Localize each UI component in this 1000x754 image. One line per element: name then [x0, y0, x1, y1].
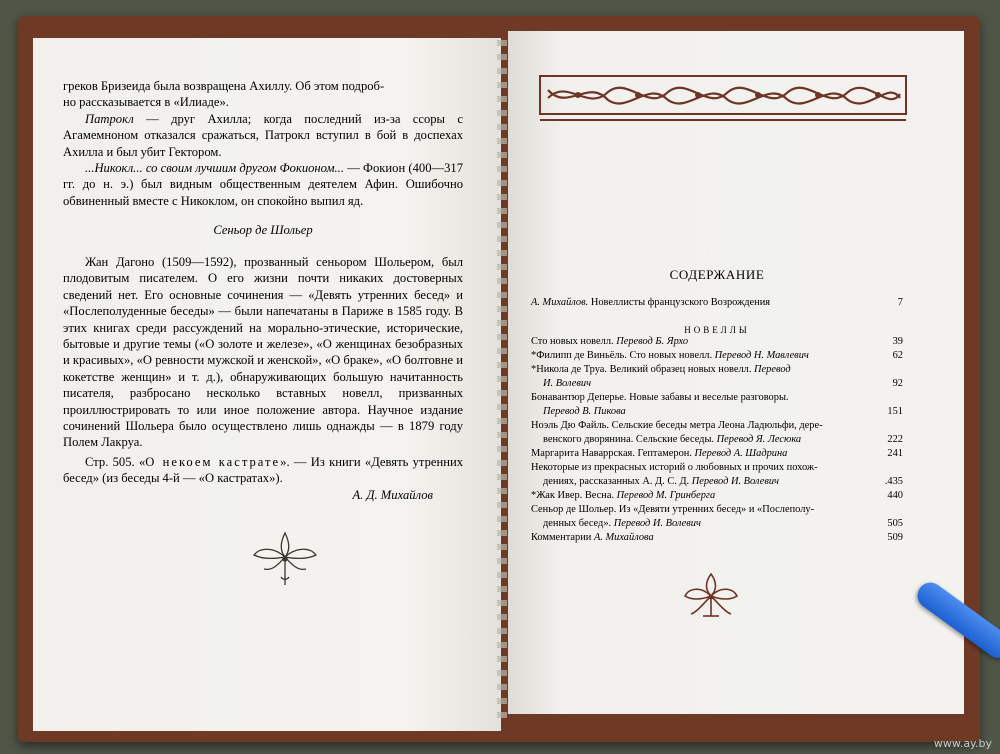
toc-entry-text: денных бесед».: [543, 518, 612, 529]
toc-page-number: 505: [887, 518, 903, 529]
toc-entry-translator: А. Михайлова: [591, 532, 654, 543]
signature-block: [63, 487, 463, 503]
toc-page-number: 39: [892, 336, 903, 347]
toc-entry-text: Сеньор де Шольер. Из «Девяти утренних бесед» и «Послеполу-: [531, 504, 815, 515]
author-bio: [63, 254, 463, 451]
toc-entry: [531, 377, 903, 391]
toc-page-number: 7: [897, 297, 903, 308]
section-title: Сеньор де Шольер: [213, 223, 313, 237]
toc-entry-translator: Перевод М. Гринберга: [614, 490, 716, 501]
toc-intro-author: А. Михайлов.: [531, 297, 589, 308]
toc-entry: [531, 475, 903, 489]
toc-entry-text: дениях, рассказанных А. Д. С. Д.: [543, 476, 690, 487]
toc-entry-text: венского дворянина. Сельские беседы.: [543, 434, 715, 445]
toc-page-number: 151: [887, 406, 903, 417]
bio-paragraph: Жан Дагоно (1509—1592), прозванный сеньором Шольером, был плодовитым писателем. О его жизни почти никаких достоверных сведений нет. Его основные сочинения — «Девять утренних бесед» и «Послеполуденные беседы» — были напечатаны в Париже в 1585 году. В этих книгах среди рассуждений на морально-этические, исторические, бытовые и другие темы («О золоте и железе», «О женщинах безобразных и красивых», «О ревности мужской и женской», «О браке», «О болтовне и кокетстве женщин» и т. д.), обнаруживающих большую начитанность писателя, разбросано несколько вставных новелл, призванных проиллюстрировать то или иное положение автора. Научное издание сочинений Шольера было осуществлено лишь однажды — в 1879 году Полем Лакруа.: [63, 255, 463, 450]
toc-title: СОДЕРЖАНИЕ: [669, 267, 765, 282]
floral-ornament-icon: [683, 570, 739, 620]
note-term: ...Никокл... со своим лучшим другом Фокионом...: [85, 161, 344, 175]
decorative-border-icon: [538, 72, 908, 126]
left-page-opening-lines: [63, 78, 463, 111]
book-spine-stitching: [497, 40, 507, 720]
toc-entry-translator: Перевод А. Шадрина: [691, 448, 788, 459]
toc-entry: [531, 489, 903, 503]
note-suffix: ». — Из книги «Девять утренних бесед» (из беседы 4-й — «О кастратах»).: [63, 455, 463, 486]
toc-entry-text: Ноэль Дю Файль. Сельские беседы метра Леона Ладюльфи, дере-: [531, 420, 823, 431]
note-patrokl: [63, 111, 463, 160]
toc-entry-text: Некоторые из прекрасных историй о любовных и прочих похож-: [531, 462, 818, 473]
toc-entry: [531, 531, 903, 545]
toc-entry-text: *Никола де Труа. Великий образец новых новелл.: [531, 364, 752, 375]
toc-entry-translator: Перевод Я. Лесюка: [714, 434, 802, 445]
toc-entry-translator: Перевод И. Волевич: [611, 518, 701, 529]
section-heading: [63, 222, 463, 238]
toc-entry-text: Бонавантюр Деперье. Новые забавы и веселые разговоры.: [531, 392, 789, 403]
toc-entry: [531, 349, 903, 363]
note-prefix: Стр. 505. «: [85, 455, 146, 469]
toc-page-number: 241: [887, 448, 903, 459]
toc-entry-text: *Жак Ивер. Весна.: [531, 490, 615, 501]
text-line: но рассказывается в «Илиаде».: [63, 95, 229, 110]
note-term: Патрокл: [85, 112, 134, 126]
toc-entry-text: Маргарита Наваррская. Гептамерон.: [531, 448, 692, 459]
toc-entry: [531, 461, 903, 475]
text-line: греков Бризеида была возвращена Ахиллу. Об этом подроб-: [63, 79, 385, 93]
note-text: — друг Ахилла; когда последний из-за ссоры с Агамемноном отказался сражаться, Патрокл вступил в бой в доспехах Ахилла и был убит Гектором.: [63, 112, 463, 159]
toc-page-number: 62: [892, 350, 903, 361]
toc-entry-text: *Филипп де Виньёль. Сто новых новелл.: [531, 350, 713, 361]
toc-entry-translator: Перевод В. Пикова: [543, 406, 626, 417]
toc-entry: [531, 433, 903, 447]
note-nikokl: [63, 160, 463, 209]
toc-page-number: .435: [884, 476, 903, 487]
signature: А. Д. Михайлов: [352, 488, 433, 502]
note-spaced-title: О некоем кастрате: [145, 455, 281, 469]
toc-entry-translator: Перевод: [751, 364, 791, 375]
toc-entry: [531, 363, 903, 377]
page-note: [63, 454, 463, 487]
toc-entry-translator: Перевод И. Волевич: [689, 476, 779, 487]
toc-entry: [531, 419, 903, 433]
toc-entry: [531, 517, 903, 531]
toc-page-number: 92: [892, 378, 903, 389]
toc-entry-translator: И. Волевич: [543, 378, 592, 389]
toc-entry: [531, 335, 903, 349]
toc-page-number: 509: [887, 532, 903, 543]
toc-entry-translator: Перевод Н. Мавлевич: [712, 350, 809, 361]
toc-entry-translator: Перевод Б. Ярхо: [613, 336, 689, 347]
toc-entry: [531, 447, 903, 461]
note-text: — Фокион (400—317 гг. до н. э.) был видным общественным деятелем Афин. Ошибочно обвиненный вместе с Никоклом, он спокойно выпил яд.: [63, 161, 463, 208]
floral-ornament-icon: [250, 525, 320, 589]
toc-entry: [531, 391, 903, 405]
watermark: www.ay.by: [933, 737, 992, 750]
toc-section-heading: НОВЕЛЛЫ: [684, 325, 750, 335]
toc-intro-row: [531, 296, 903, 310]
toc-entry: [531, 503, 903, 517]
toc-entry: [531, 405, 903, 419]
toc-intro-title: Новеллисты французского Возрождения: [588, 297, 771, 308]
toc-page-number: 222: [887, 434, 903, 445]
toc-page-number: 440: [887, 490, 903, 501]
toc-entry-text: Сто новых новелл.: [531, 336, 614, 347]
toc-entry-text: Комментарии: [531, 532, 592, 543]
